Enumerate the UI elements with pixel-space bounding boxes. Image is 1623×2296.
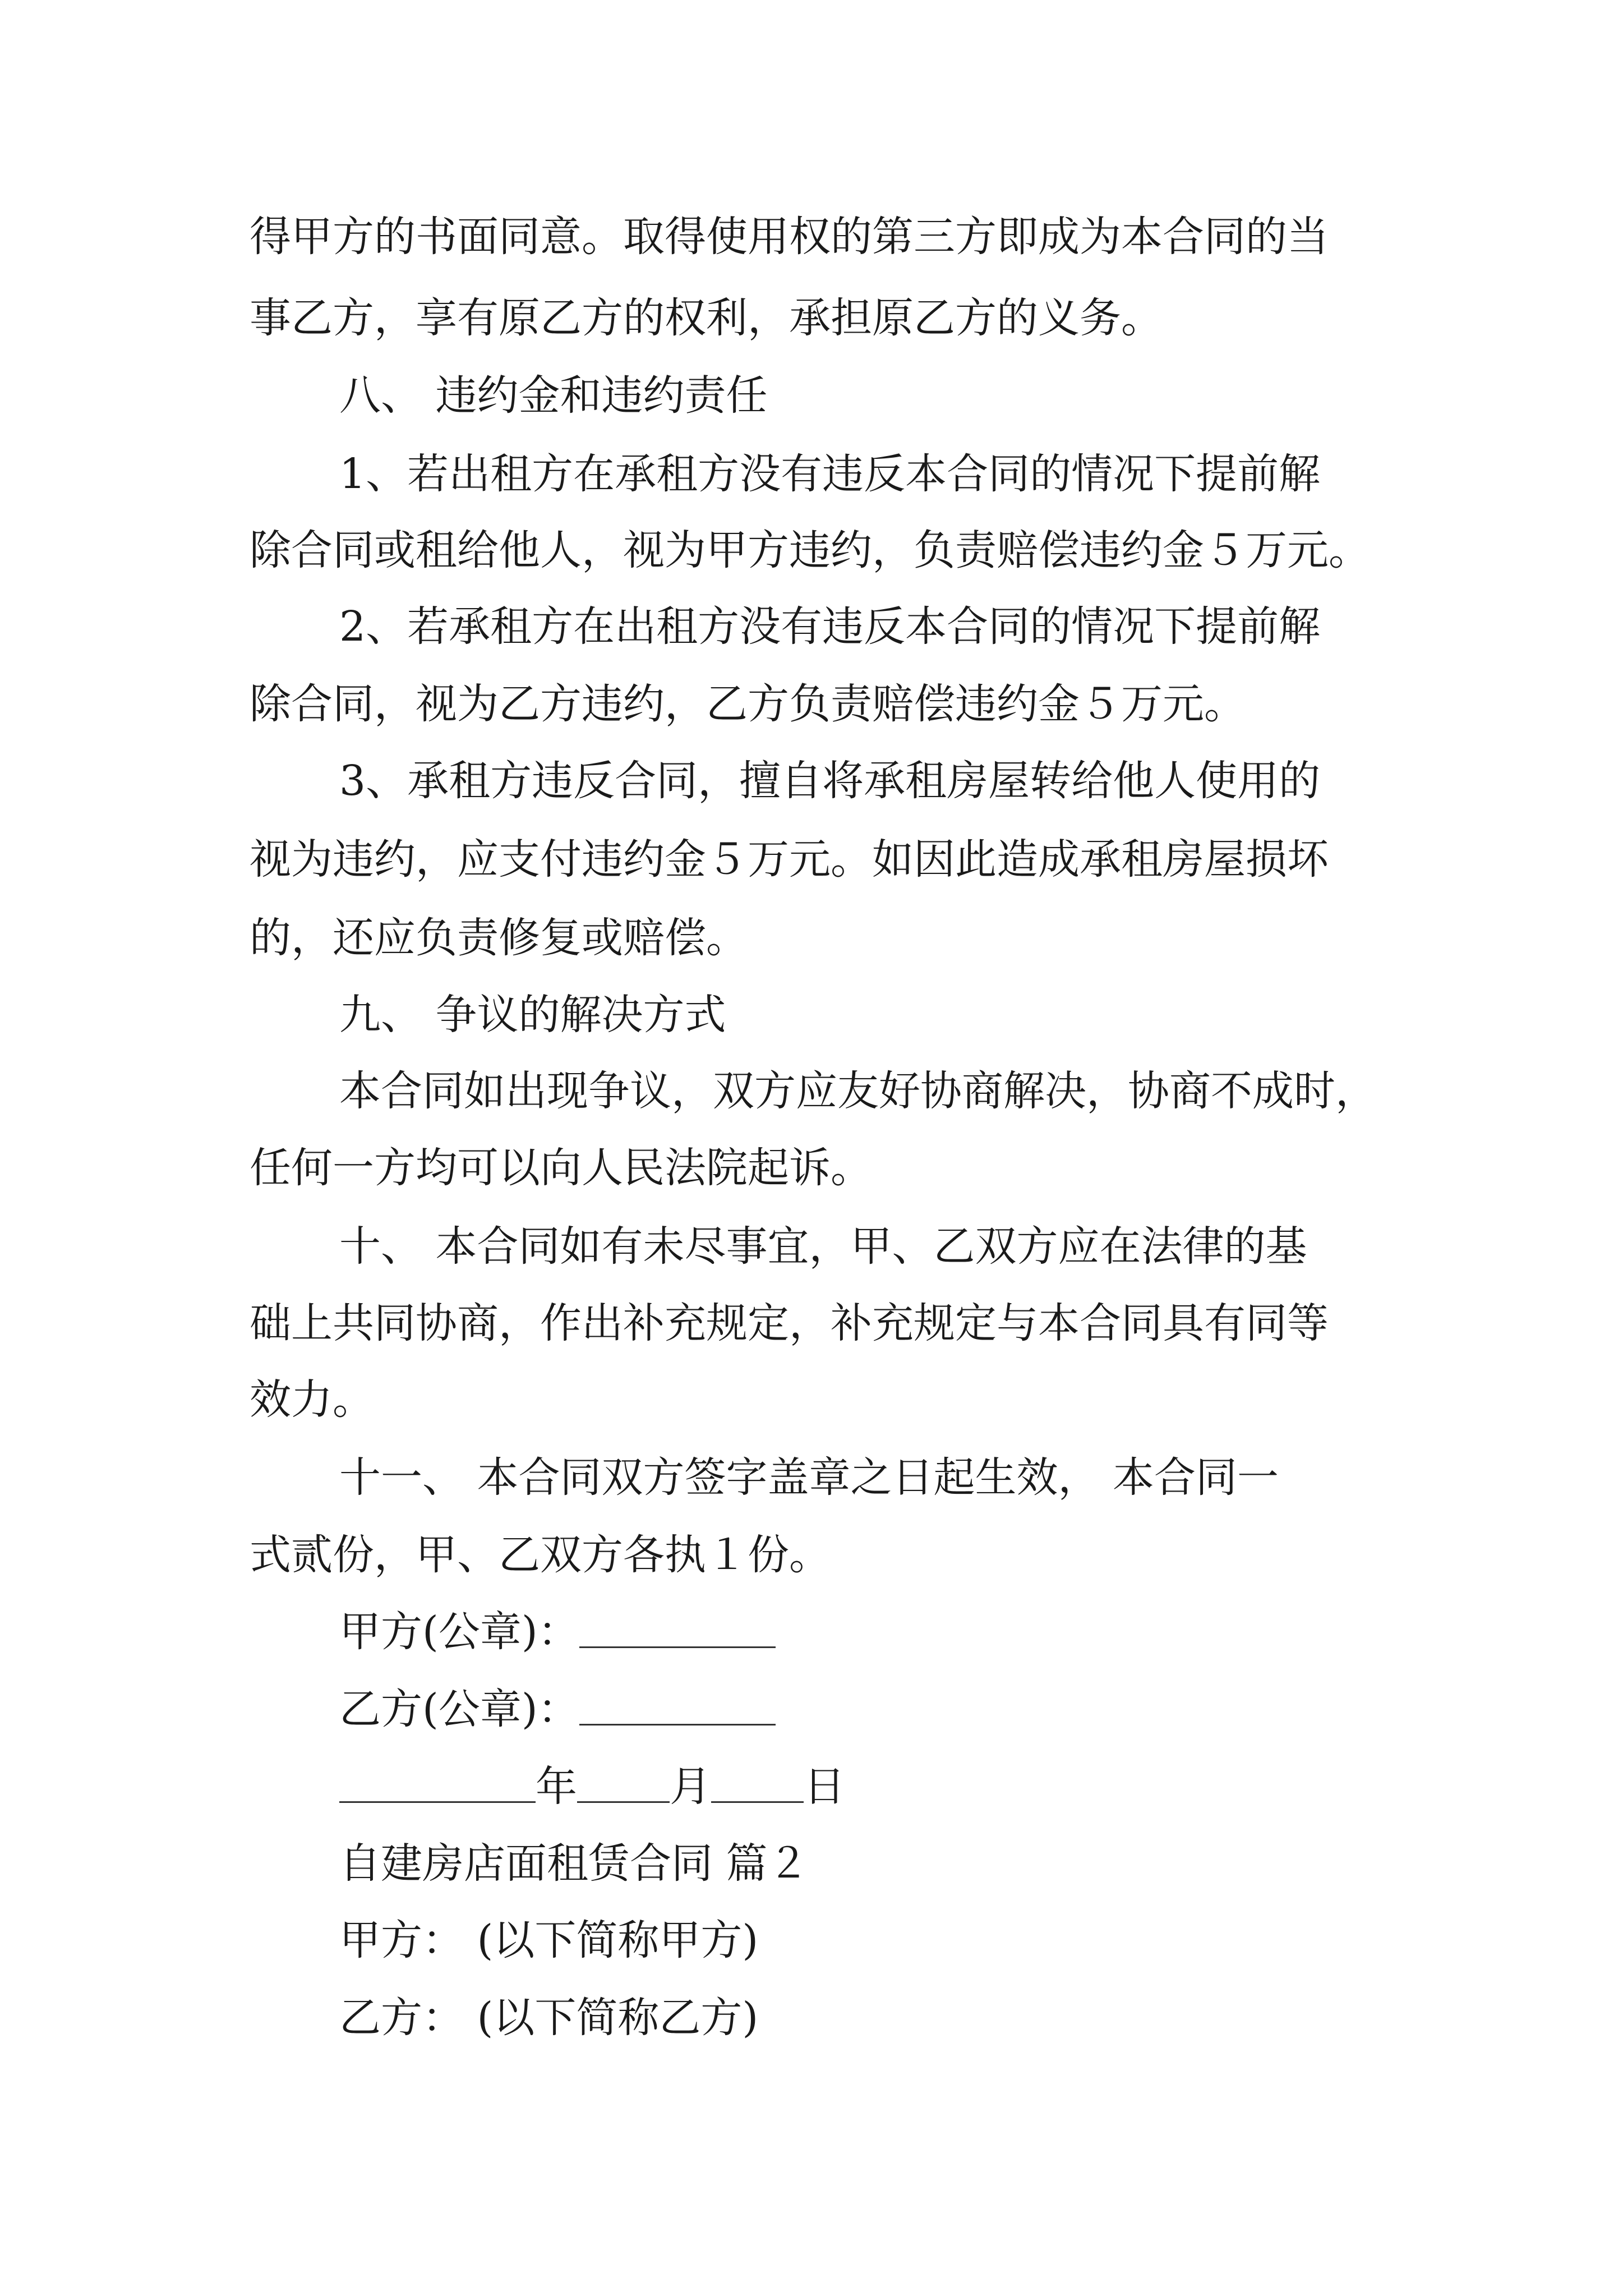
paragraph-line: 任何一方均可以向人民法院起诉。 bbox=[250, 1144, 872, 1192]
party-b-line: 乙方： (以下简称乙方) bbox=[339, 1994, 759, 2042]
paragraph-line: 十一、 本合同双方签字盖章之日起生效， 本合同一 bbox=[339, 1453, 1279, 1502]
paragraph-line: 事乙方，享有原乙方的权利，承担原乙方的义务。 bbox=[250, 294, 1163, 342]
date-line bbox=[339, 1763, 1478, 1811]
section-heading: 九、 争议的解决方式 bbox=[339, 991, 726, 1039]
paragraph-line: 效力。 bbox=[250, 1375, 374, 1424]
year-label: 年 bbox=[536, 1763, 577, 1811]
paragraph-line: 础上共同协商，作出补充规定，补充规定与本合同具有同等 bbox=[250, 1299, 1329, 1347]
party-a-sign-label: 甲方(公章)： bbox=[339, 1608, 579, 1657]
party-b-signature bbox=[339, 1685, 1478, 1734]
paragraph-line: 得甲方的书面同意。取得使用权的第三方即成为本合同的当 bbox=[250, 213, 1329, 261]
party-a-signature bbox=[339, 1608, 1478, 1657]
paragraph-line: 除合同，视为乙方违约，乙方负责赔偿违约金５万元。 bbox=[250, 680, 1246, 728]
paragraph-line: 除合同或租给他人，视为甲方违约，负责赔偿违约金５万元。 bbox=[250, 526, 1370, 574]
paragraph-line: 十、 本合同如有未尽事宜，甲、乙双方应在法律的基 bbox=[339, 1222, 1307, 1271]
month-blank bbox=[577, 1766, 670, 1803]
month-label: 月 bbox=[670, 1763, 711, 1811]
paragraph-line: 3、承租方违反合同，擅自将承租房屋转给他人使用的 bbox=[339, 757, 1321, 805]
paragraph-line: 2、若承租方在出租方没有违反本合同的情况下提前解 bbox=[339, 602, 1321, 651]
paragraph-line: 1、若出租方在承租方没有违反本合同的情况下提前解 bbox=[339, 450, 1321, 498]
signature-blank bbox=[579, 1611, 776, 1648]
paragraph-line: 式贰份，甲、乙双方各执１份。 bbox=[250, 1531, 831, 1579]
party-b-sign-label: 乙方(公章)： bbox=[339, 1685, 579, 1734]
paragraph-line: 的，还应负责修复或赔偿。 bbox=[250, 914, 748, 962]
paragraph-line: 本合同如出现争议，双方应友好协商解决，协商不成时， bbox=[339, 1067, 1377, 1115]
next-contract-title: 自建房店面租赁合同 篇２ bbox=[339, 1839, 809, 1888]
paragraph-line: 视为违约，应支付违约金５万元。如因此造成承租房屋损坏 bbox=[250, 835, 1329, 884]
year-blank bbox=[339, 1766, 536, 1803]
section-heading: 八、 违约金和违约责任 bbox=[339, 371, 768, 420]
day-label: 日 bbox=[804, 1763, 845, 1811]
party-a-line: 甲方： (以下简称甲方) bbox=[339, 1916, 759, 1964]
signature-blank bbox=[579, 1688, 776, 1726]
day-blank bbox=[711, 1766, 804, 1803]
